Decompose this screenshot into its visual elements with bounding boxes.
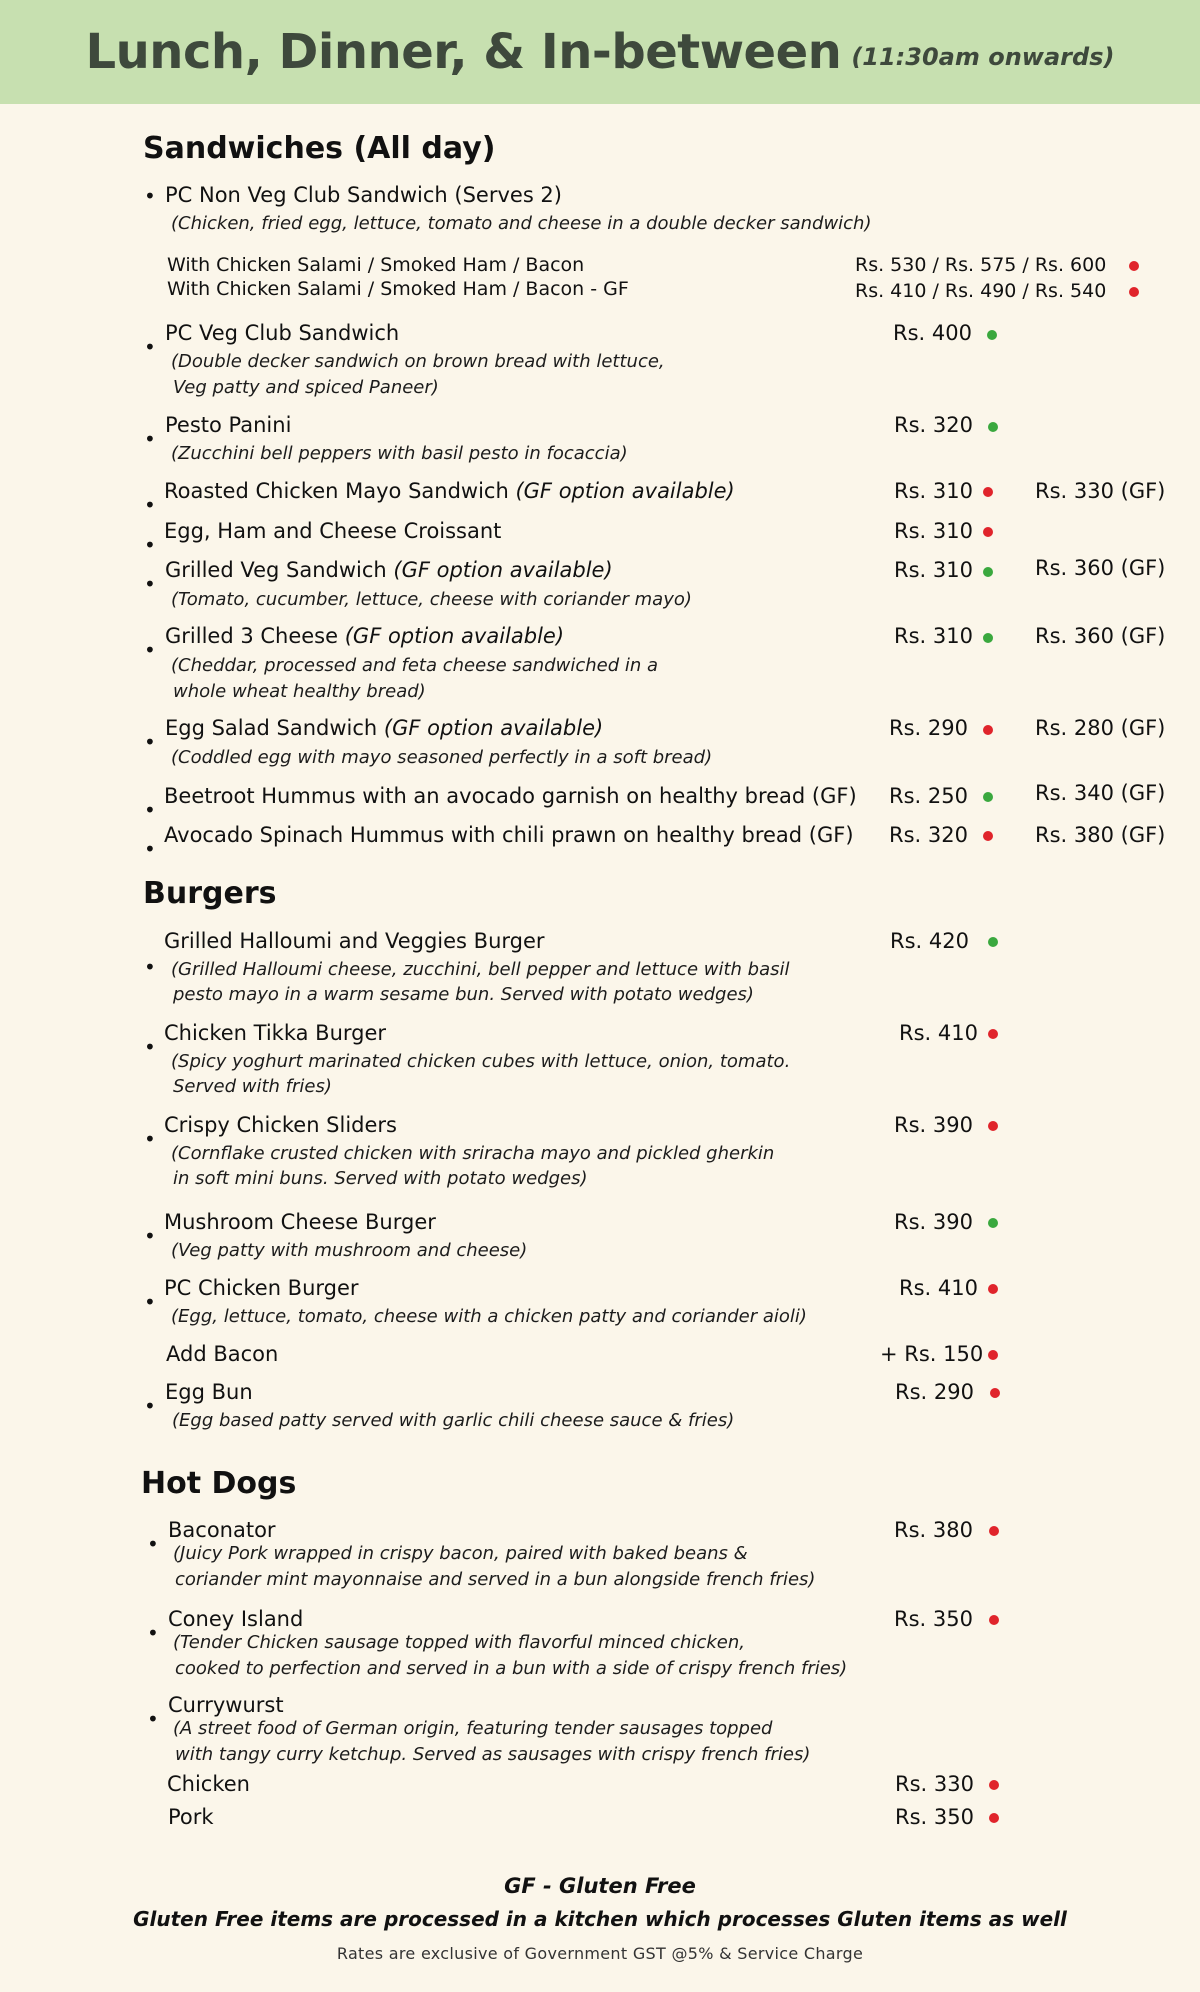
menu-item-name: Grilled Veg Sandwich (GF option available) [165,558,613,582]
menu-item-name: Baconator [168,1518,276,1542]
menu-option-label: Chicken [167,1772,250,1796]
veg-indicator-icon [988,1218,998,1228]
menu-item-name: PC Non Veg Club Sandwich (Serves 2) [165,183,562,207]
non-veg-indicator-icon [989,1780,999,1790]
header-banner [0,0,1200,104]
page-subtitle: (11:30am onwards) [851,43,1115,71]
menu-item-name: PC Chicken Burger [164,1276,359,1300]
bullet: • [144,1224,156,1248]
non-veg-indicator-icon [1129,287,1139,297]
veg-indicator-icon [988,422,998,432]
menu-option-label: Pork [168,1805,214,1829]
section-title-burgers: Burgers [143,876,277,911]
bullet: • [144,572,156,596]
bullet: • [144,730,156,754]
non-veg-indicator-icon [983,487,993,497]
menu-item-description: (Egg, lettuce, tomato, cheese with a chicken patty and coriander aioli) [171,1306,807,1327]
section-title-hotdogs: Hot Dogs [141,1466,297,1501]
menu-item-price: Rs. 350 [894,1607,973,1631]
bullet: • [144,493,156,517]
menu-item-description: (Cheddar, processed and feta cheese sandwiched in a [171,655,659,676]
veg-indicator-icon [983,567,993,577]
non-veg-indicator-icon [988,1284,998,1294]
menu-item-price: Rs. 250 [889,784,968,808]
gf-price: Rs. 360 (GF) [1035,624,1166,648]
bullet: • [144,638,156,662]
bullet: • [144,184,156,208]
menu-item-description: (Spicy yoghurt marinated chicken cubes with lettuce, onion, tomato. [171,1051,791,1072]
menu-option-label: With Chicken Salami / Smoked Ham / Bacon [167,254,585,276]
bullet: • [147,1621,159,1645]
non-veg-indicator-icon [988,1029,998,1039]
menu-option-label: With Chicken Salami / Smoked Ham / Bacon - GF [167,278,629,300]
menu-item-price: Rs. 290 [895,1380,974,1404]
menu-item-description: (Tomato, cucumber, lettuce, cheese with coriander mayo) [171,589,692,610]
menu-item-price: Rs. 400 [893,321,972,345]
menu-item-name: Mushroom Cheese Burger [164,1210,436,1234]
gf-price: Rs. 340 (GF) [1035,781,1166,805]
menu-item-price: Rs. 380 [894,1518,973,1542]
veg-indicator-icon [988,937,998,947]
menu-item-price: Rs. 410 [899,1276,978,1300]
non-veg-indicator-icon [989,1615,999,1625]
gluten-warning: Gluten Free items are processed in a kitchen which processes Gluten items as well [133,1907,1067,1931]
bullet: • [144,1394,156,1418]
menu-item-description: (Veg patty with mushroom and cheese) [171,1240,528,1261]
menu-item-name: Grilled 3 Cheese (GF option available) [165,624,565,648]
menu-item-name: Currywurst [168,1693,284,1717]
menu-item-price: Rs. 320 [894,413,973,437]
menu-item-name: Coney Island [168,1607,304,1631]
menu-item-price: Rs. 310 [894,519,973,543]
menu-item-description: (Double decker sandwich on brown bread with lettuce, [171,351,665,372]
menu-item-name: Roasted Chicken Mayo Sandwich (GF option available) [164,479,735,503]
menu-item-description: (Tender Chicken sausage topped with flavorful minced chicken, [173,1632,745,1653]
bullet: • [144,1035,156,1059]
veg-indicator-icon [983,633,993,643]
veg-indicator-icon [983,792,993,802]
gf-legend: GF - Gluten Free [504,1874,696,1898]
non-veg-indicator-icon [983,527,993,537]
menu-item-description: cooked to perfection and served in a bun with a side of crispy french fries) [175,1658,848,1679]
menu-item-description: (Chicken, fried egg, lettuce, tomato and cheese in a double decker sandwich) [171,213,872,234]
bullet: • [144,798,156,822]
menu-item-name: Crispy Chicken Sliders [164,1113,397,1137]
menu-item-price: Rs. 410 [899,1021,978,1045]
menu-item-price: Rs. 420 [890,929,969,953]
menu-item-price: Rs. 320 [889,823,968,847]
menu-item-price: Rs. 310 [894,558,973,582]
non-veg-indicator-icon [983,831,993,841]
menu-item-description: Veg patty and spiced Paneer) [173,377,439,398]
non-veg-indicator-icon [1129,261,1139,271]
menu-item-name: Egg, Ham and Cheese Croissant [164,519,502,543]
gf-price: Rs. 280 (GF) [1035,716,1166,740]
menu-item-name: Chicken Tikka Burger [164,1021,387,1045]
non-veg-indicator-icon [983,725,993,735]
menu-addon-name: Add Bacon [166,1342,279,1366]
menu-item-name: Pesto Panini [165,413,292,437]
menu-item-description: (Grilled Halloumi cheese, zucchini, bell pepper and lettuce with basil [171,959,790,980]
menu-item-description: with tangy curry ketchup. Served as sausages with crispy french fries) [175,1744,811,1765]
non-veg-indicator-icon [990,1388,1000,1398]
gf-price: Rs. 380 (GF) [1035,823,1166,847]
menu-item-description: (Zucchini bell peppers with basil pesto in focaccia) [171,443,628,464]
bullet: • [144,837,156,861]
rates-note: Rates are exclusive of Government GST @5% & Service Charge [336,1944,864,1963]
veg-indicator-icon [987,330,997,340]
bullet: • [144,335,156,359]
menu-item-description: whole wheat healthy bread) [173,681,426,702]
menu-option-price: Rs. 410 / Rs. 490 / Rs. 540 [855,280,1107,302]
non-veg-indicator-icon [988,1121,998,1131]
menu-item-name: Grilled Halloumi and Veggies Burger [164,929,545,953]
menu-item-description: (Coddled egg with mayo seasoned perfectly in a soft bread) [171,747,713,768]
gf-price: Rs. 330 (GF) [1035,479,1166,503]
non-veg-indicator-icon [989,1813,999,1823]
non-veg-indicator-icon [988,1350,998,1360]
menu-item-name: Egg Bun [165,1380,253,1404]
menu-item-price: Rs. 310 [894,624,973,648]
menu-item-description: (A street food of German origin, featuring tender sausages topped [173,1718,773,1739]
menu-item-description: (Egg based patty served with garlic chili cheese sauce & fries) [172,1410,735,1431]
bullet: • [144,427,156,451]
menu-item-price: Rs. 310 [894,479,973,503]
menu-item-description: (Juicy Pork wrapped in crispy bacon, paired with baked beans & [173,1543,748,1564]
menu-item-name: Avocado Spinach Hummus with chili prawn on healthy bread (GF) [164,823,854,847]
menu-option-price: Rs. 530 / Rs. 575 / Rs. 600 [855,254,1107,276]
menu-item-description: pesto mayo in a warm sesame bun. Served with potato wedges) [173,984,754,1005]
bullet: • [147,1532,159,1556]
menu-item-name: Egg Salad Sandwich (GF option available) [165,716,604,740]
menu-item-name: PC Veg Club Sandwich [165,321,400,345]
page-title: Lunch, Dinner, & In-between [85,24,842,80]
menu-item-price: Rs. 390 [894,1210,973,1234]
menu-item-description: (Cornflake crusted chicken with sriracha mayo and pickled gherkin [171,1143,775,1164]
menu-addon-price: + Rs. 150 [880,1342,984,1366]
menu-item-description: coriander mint mayonnaise and served in a bun alongside french fries) [175,1569,816,1590]
menu-option-price: Rs. 350 [895,1805,974,1829]
bullet: • [144,533,156,557]
gf-price: Rs. 360 (GF) [1035,556,1166,580]
menu-item-name: Beetroot Hummus with an avocado garnish on healthy bread (GF) [164,784,857,808]
menu-item-description: in soft mini buns. Served with potato wedges) [173,1168,588,1189]
section-title-sandwiches: Sandwiches (All day) [143,131,496,166]
bullet: • [144,955,156,979]
bullet: • [144,1290,156,1314]
menu-item-price: Rs. 390 [894,1113,973,1137]
menu-item-price: Rs. 290 [889,716,968,740]
bullet: • [144,1127,156,1151]
menu-item-description: Served with fries) [173,1076,332,1097]
bullet: • [147,1707,159,1731]
non-veg-indicator-icon [989,1526,999,1536]
menu-option-price: Rs. 330 [895,1772,974,1796]
